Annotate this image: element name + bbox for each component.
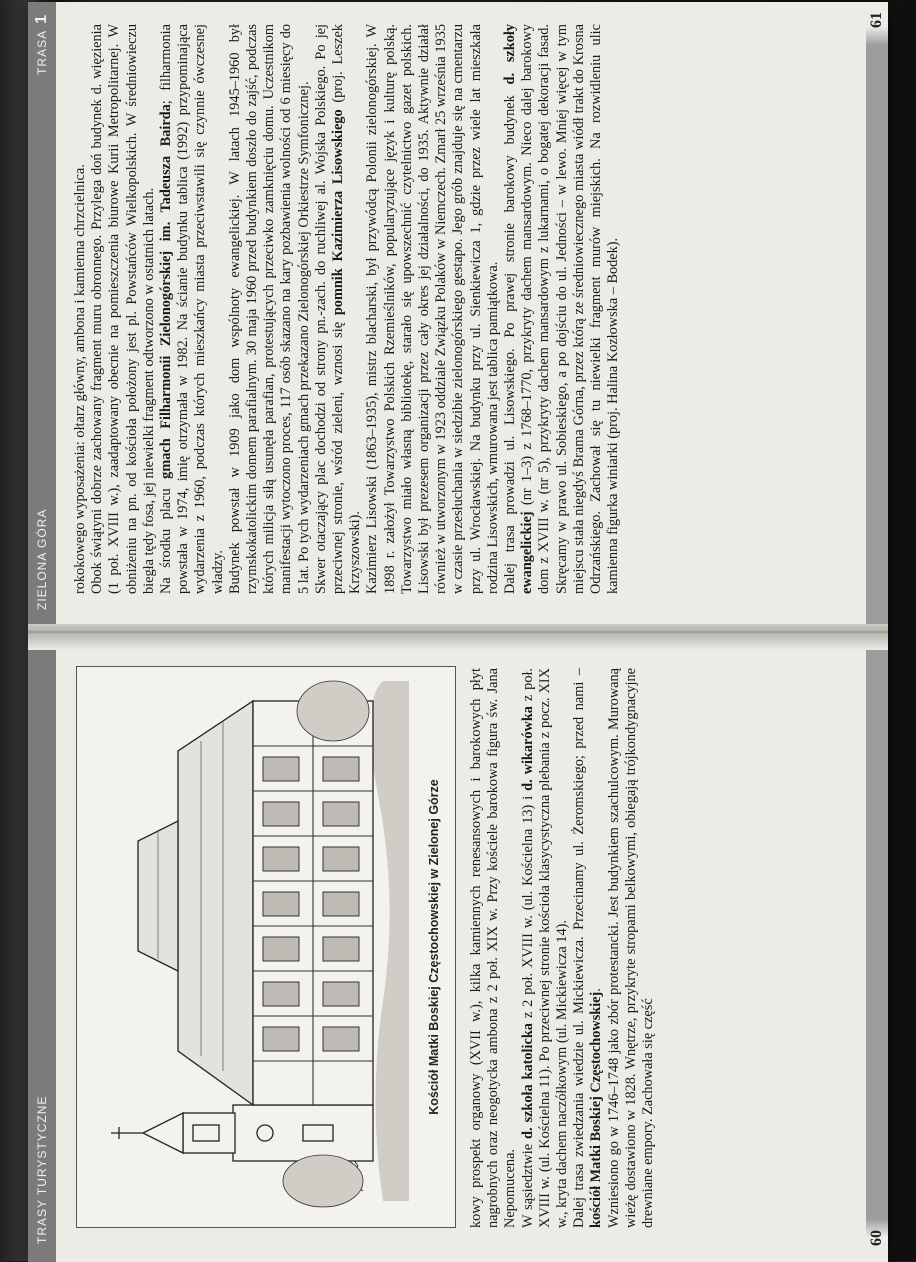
route-label xyxy=(28,14,56,75)
text-run: z poł. XVIII w. (ul. Kościelna 11). Po przeciwnej stronie kościoła klasycystyczna plebania z pocz. XIX w., kryta dachem naczółkowym (ul. Mickiewicza 14). xyxy=(519,667,571,1228)
page-footer-bar xyxy=(866,640,888,1262)
bold-term: pomnik Kazimierza Lisowskiego xyxy=(330,109,347,316)
figure-caption: Kościół Matki Boskiej Częstochowskiej w Zielonej Górze xyxy=(427,779,441,1115)
paragraph: rokokowego wyposażenia: ołtarz główny, ambona i kamienna chrzcielnica. xyxy=(72,164,88,594)
bold-term: d. szkoła katolicka xyxy=(519,1023,536,1139)
page-number: 60 xyxy=(868,1230,885,1246)
paragraph: kowy prospekt organowy (XVII w.), kilka kamiennych renesansowych i barokowych płyt nagrobnych oraz neogotycka ambona z 2 poł. XIX w. Przy kościele barokowa figura św. Jana Nepomucena. xyxy=(468,668,519,1228)
route-word: TRASA xyxy=(35,29,49,75)
section-title: ZIELONA GÓRA xyxy=(35,508,49,610)
text-run: (proj. Leszek Krzyszowski). xyxy=(330,24,364,594)
text-run: Dalej trasa prowadzi ul. Lisowskiego. Po prawej stronie barokowy budynek xyxy=(502,84,519,594)
paragraph xyxy=(502,24,622,594)
page-footer-bar xyxy=(866,2,888,624)
bold-term: kościół Matki Boskiej Częstochowskiej xyxy=(588,991,605,1228)
text-run: ; filharmonia powstała w 1974, imię otrzymała w 1982. Na ścianie budynku tablica (1992) przypominająca wydarzenia z 1960, podczas których mieszkańcy miasta przeciwstawili się czynnie ówczesnej władzy. xyxy=(158,24,226,594)
text-run: z 2 poł. XVIII w. (ul. Kościelna 13) i xyxy=(519,790,536,1024)
left-page-text xyxy=(468,668,657,1228)
paragraph xyxy=(313,24,365,594)
running-header xyxy=(28,2,56,624)
text-run: . xyxy=(588,988,605,992)
paragraph xyxy=(158,24,227,594)
route-number: 1 xyxy=(33,14,50,24)
right-page-text xyxy=(72,24,623,594)
bold-term: gmach Filharmonii Zielonogórskiej im. Tadeusza Bairda xyxy=(158,104,175,479)
paragraph xyxy=(520,668,572,1228)
text-run: Skwer otaczający plac dochodzi od strony pn.-zach. do ruchliwej al. Wojska Polskiego. Po jej przeciwnej stronie, wśród zieleni, wznosi się xyxy=(312,24,347,594)
paragraph: Wzniesiono go w 1746–1748 jako zbór protestancki. Jest budynkiem szachulcowym. Murowaną wieżę dostawiono w 1828. Wnętrze, przykryte stropami belkowymi, obiegają trójkondygnacyjne drewniane empory. Zachowała się część xyxy=(605,668,657,1228)
book-spread xyxy=(28,2,888,1262)
running-header xyxy=(28,640,56,1262)
bold-term: d. wikarówka xyxy=(519,706,536,791)
right-page xyxy=(28,2,888,624)
bold-term: d. szkoły ewangelickiej xyxy=(502,24,536,594)
running-header-label: TRASY TURYSTYCZNE xyxy=(35,1095,49,1244)
text-run: W sąsiedztwie xyxy=(519,1138,536,1228)
text-run: Dalej trasa zwiedzania wiedzie ul. Mickiewicza. Przecinamy ul. Żeromskiego; przed nami – xyxy=(571,668,588,1228)
paragraph xyxy=(571,668,605,1228)
page-number: 61 xyxy=(868,12,885,28)
church-illustration xyxy=(76,666,456,1228)
text-run: Na środku placu xyxy=(158,478,175,594)
left-page xyxy=(28,640,888,1262)
text-run: (nr 1–3) z 1768–1770, przykryty dachem mansardowym. Nieco dalej barokowy dom z XVIII w. (nr 5), przykryty dachem mansardowym z lukarnami, o bogatej dekoracji fasad. Skręcamy w prawo ul. Sobieskiego, a po dojściu do ul. Jedności – w lewo. Mniej więcej w tym miejscu stała niegdyś Brama Górna, przez którą ze średniowiecznego miasta wiódł trakt do Krosna Odrzańskiego. Zachował się tu niewielki fragment murów miejskich. Na rozwidleniu ulic kamienna figurka winiarki (proj. Halina Kozłowska – Bodek). xyxy=(519,24,622,594)
paragraph: Obok świątyni dobrze zachowany fragment muru obronnego. Przylega doń budynek d. więzienia (1 poł. XVIII w.), zaadaptowany obecnie na pomieszczenia biurowe Kurii Metropolitarnej. W obniżeniu na pn. od kościoła położony jest pl. Powstańców Wielkopolskich. W średniowieczu biegła tędy fosa, jej niewielki fragment odtworzono w ostatnich latach. xyxy=(89,24,157,594)
paragraph: Kazimierz Lisowski (1863–1935), mistrz blacharski, był przywódcą Polonii zielonogórskiej. W 1898 r. założył Towarzystwo Polskich Rzemieślników, popularyzujące język i kulturę polską. Towarzystwo miało własną bibliotekę, starało się upowszechnić czytelnictwo gazet polskich. Lisowski był prezesem organizacji przez cały okres jej działalności, do 1935. Aktywnie działał również w utworzonym w 1923 oddziale Związku Polaków w Niemczech. Zmarł 25 września 1935 w czasie przesłuchania w siedzibie zielonogórskiego gestapo. Jego grób znajduje się na cmentarzu przy ul. Wrocławskiej. Na budynku przy ul. Sienkiewicza 1, gdzie przez wiele lat mieszkała rodzina Lisowskich, wmurowana jest tablica pamiątkowa. xyxy=(364,24,501,594)
church-drawing xyxy=(83,675,409,1221)
paragraph: Budynek powstał w 1909 jako dom wspólnoty ewangelickiej. W latach 1945–1960 był rzymskokatolickim domem parafialnym. 30 maja 1960 przed budynkiem doszło do zajść, podczas których milicja siłą usunęła parafian, protestujących przeciwko zamknięciu domu. Uczestnikom manifestacji wytoczono proces, 117 osób skazano na kary pozbawienia wolności od 6 miesięcy do 5 lat. Po tych wydarzeniach gmach przekazano Zielonogórskiej Orkiestrze Symfonicznej. xyxy=(226,24,312,594)
